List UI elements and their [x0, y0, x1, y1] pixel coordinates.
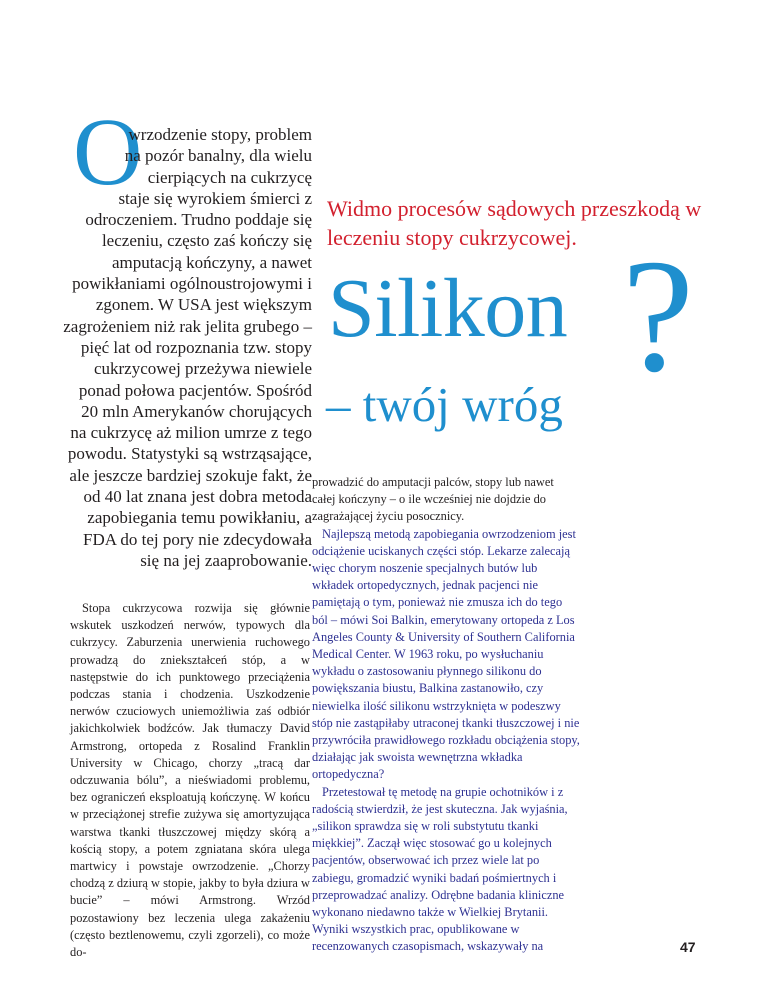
right-paragraph-2: Najlepszą metodą zapobiegania owrzodzeniom jest odciążenie uciskanych części stóp. Lekarze zalecają więc chorym noszenie specjalnych butów lub wkładek ortopedycznych, jednak pacjenci nie pamiętają o tym, ponieważ nie zmusza ich do tego ból – mówi Soi Balkin, emerytowany ortopeda z Los Angeles County & University of Southern California Medical Center. W 1963 roku, po wysłuchaniu wykładu o zastosowaniu płynnego silikonu do powiększania biustu, Balkina zastanowiło, czy niewielka ilość silikonu wstrzyknięta w podeszwy stóp nie zastąpiłaby utraconej tkanki tłuszczowej i nie przywróciła prawidłowego rozkładu obciążenia stopy, działając jak swoista wewnętrzna wkładka ortopedyczna?	[312, 526, 580, 782]
right-paragraph-3: Przetestował tę metodę na grupie ochotników i z radością stwierdził, że jest skuteczna. Jak wyjaśnia, „silikon sprawdza się w roli substytutu tkanki miękkiej”. Zaczął więc stosować go u kolejnych pacjentów, obserwować ich przez wiele lat po zabiegu, gromadzić wyniki badań pośmiertnych i przeprowadzać analizy. Odrębne badania kliniczne wykonano niedawno także w Wielkiej Brytanii. Wyniki wszystkich prac, opublikowane w recenzowanych czasopismach, wskazywały na	[312, 784, 568, 954]
drop-cap: O	[73, 98, 143, 205]
left-body-text	[70, 600, 310, 961]
article-title: Silikon	[328, 262, 568, 355]
page-number: 47	[680, 939, 696, 955]
right-paragraph-1: prowadzić do amputacji palców, stopy lub nawet całej kończyny – o ile wcześniej nie dojdzie do zagrażającej życiu posocznicy.	[312, 475, 554, 524]
right-body-text	[312, 474, 580, 956]
article-subtitle: Widmo procesów sądowych przeszkodą w leczeniu stopy cukrzycowej.	[327, 196, 702, 250]
lead-text: wrzodzenie stopy, problem na pozór banalny, dla wielu cierpiących na cukrzycę staje się wyrokiem śmierci z odroczeniem. Trudno poddaje się leczeniu, często zaś kończy się amputacją kończyny, a nawet powikłaniami ogólnoustrojowymi i zgonem. W USA jest większym zagrożeniem niż rak jelita grubego – pięć lat od rozpoznania tzw. stopy cukrzycowej przeżywa niewiele ponad połowa pacjentów. Spośród 20 mln Amerykanów chorujących na cukrzycę aż milion umrze z tego powodu. Statystyki są wstrząsające, ale jeszcze bardziej szokuje fakt, że od 40 lat znana jest dobra metoda zapobiegania temu powikłaniu, a FDA do tej pory nie zdecydowała się na jej zaaprobowanie.	[63, 125, 312, 570]
lead-paragraph	[62, 124, 312, 571]
question-mark-graphic: ?	[622, 227, 694, 406]
left-body-paragraph: Stopa cukrzycowa rozwija się głównie wskutek uszkodzeń nerwów, typowych dla cukrzycy. Zaburzenia unerwienia ruchowego prowadzą do zniekształceń stóp, a w następstwie do ich punktowego przeciążenia podczas stania i chodzenia. Uszkodzenie nerwów czuciowych uniemożliwia zaś odbiór jakichkolwiek bodźców. Jak tłumaczy David Armstrong, ortopeda z Rosalind Franklin University w Chicago, chorzy „tracą dar odczuwania bólu”, a nieświadomi problemu, bez ograniczeń eksploatują kończynę. W końcu w przeciążonej strefie zużywa się amortyzująca warstwa tkanki tłuszczowej między skórą a kością stopy, a potem zgniatana skóra ulega martwicy i powstaje owrzodzenie. „Chorzy chodzą z dziurą w stopie, jakby to była dziura w bucie” – mówi Armstrong. Wrzód pozostawiony bez leczenia ulega zakażeniu (często beztlenowemu, czyli zgorzeli), co może do-	[70, 601, 310, 960]
article-title-sub: – twój wróg	[326, 377, 563, 432]
